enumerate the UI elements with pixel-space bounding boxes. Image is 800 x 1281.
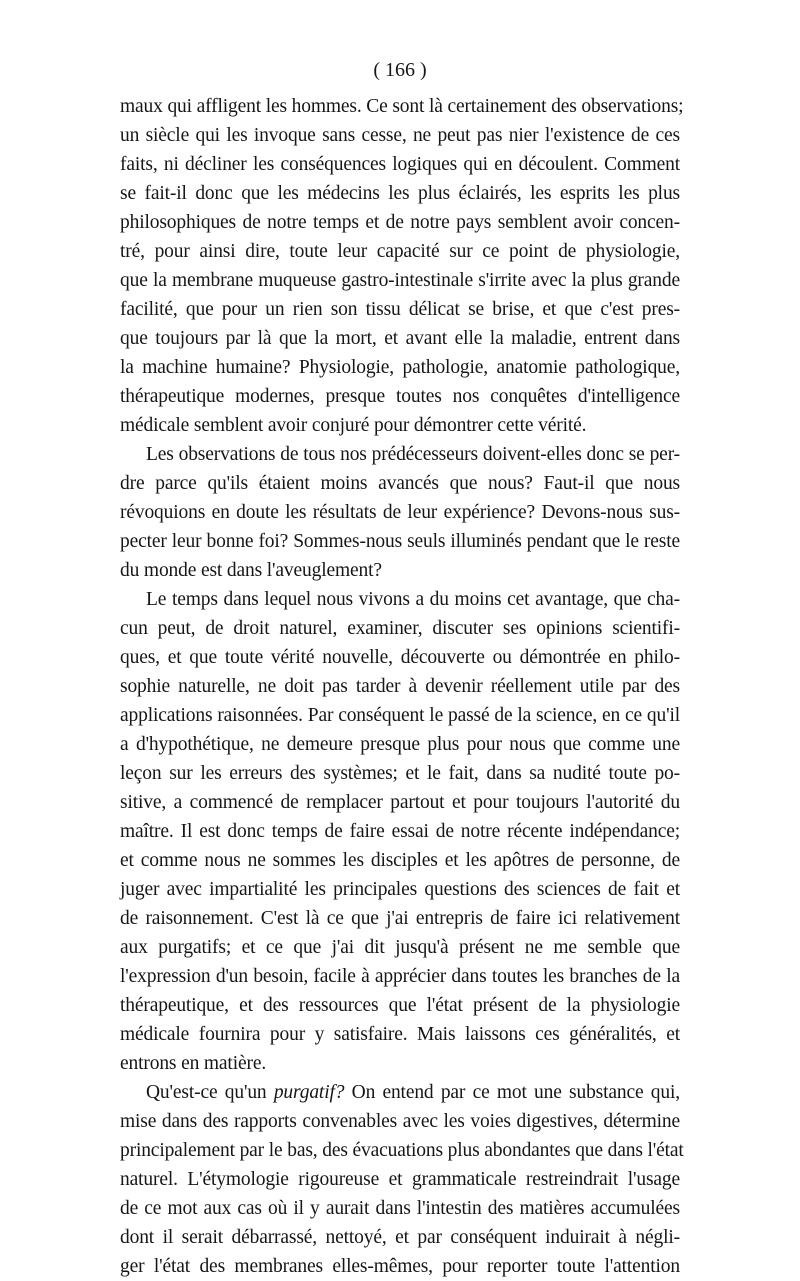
text-line: maître. Il est donc temps de faire essai de notre récente indépendance; xyxy=(120,821,680,842)
text-line: principalement par le bas, des évacuations plus abondantes que dans l'état xyxy=(120,1140,684,1161)
text-line: et comme nous ne sommes les disciples et les apôtres de personne, de xyxy=(120,850,680,871)
text-line: sitive, a commencé de remplacer partout et pour toujours l'autorité du xyxy=(120,792,680,813)
text-line: leçon sur les erreurs des systèmes; et le fait, dans sa nudité toute po- xyxy=(120,763,680,784)
text-line: que la membrane muqueuse gastro-intestinale s'irrite avec la plus grande xyxy=(120,270,680,291)
text-line: entrons en matière. xyxy=(120,1053,267,1074)
text-line: se fait-il donc que les médecins les plus éclairés, les esprits les plus xyxy=(120,183,680,204)
text-line: thérapeutique, et des ressources que l'état présent de la physiologie xyxy=(120,995,680,1016)
text-line: cun peut, de droit naturel, examiner, discuter ses opinions scientifi- xyxy=(120,618,680,639)
book-page xyxy=(120,50,684,1281)
text-line: facilité, que pour un rien son tissu délicat se brise, et que c'est pres- xyxy=(120,299,680,320)
text-line: Qu'est-ce qu'un purgatif? On entend par ce mot une substance qui, xyxy=(146,1082,680,1103)
text-line: ques, et que toute vérité nouvelle, découverte ou démontrée en philo- xyxy=(120,647,680,668)
text-line: ger l'état des membranes elles-mêmes, pour reporter toute l'attention xyxy=(120,1256,680,1277)
body-text xyxy=(120,92,684,1281)
paragraph xyxy=(120,92,684,440)
paragraph xyxy=(120,585,680,1078)
text-line: maux qui affligent les hommes. Ce sont là certainement des observations; xyxy=(120,96,684,117)
text-line: tré, pour ainsi dire, toute leur capacité sur ce point de physiologie, xyxy=(120,241,680,262)
text-line: Les observations de tous nos prédécesseurs doivent-elles donc se per- xyxy=(146,444,680,465)
text-line: pecter leur bonne foi? Sommes-nous seuls illuminés pendant que le reste xyxy=(120,531,680,552)
text-line: faits, ni décliner les conséquences logiques qui en découlent. Comment xyxy=(120,154,680,175)
text-line: médicale semblent avoir conjuré pour démontrer cette vérité. xyxy=(120,415,587,436)
text-line: thérapeutique modernes, presque toutes nos conquêtes d'intelligence xyxy=(120,386,680,407)
text-line: sophie naturelle, ne doit pas tarder à devenir réellement utile par des xyxy=(120,676,680,697)
text-line: de raisonnement. C'est là ce que j'ai entrepris de faire ici relativement xyxy=(120,908,680,929)
text-line: révoquions en doute les résultats de leur expérience? Devons-nous sus- xyxy=(120,502,680,523)
text-line: applications raisonnées. Par conséquent le passé de la science, en ce qu'il xyxy=(120,705,680,726)
text-line: Le temps dans lequel nous vivons a du moins cet avantage, que cha- xyxy=(146,589,680,610)
text-line: aux purgatifs; et ce que j'ai dit jusqu'à présent ne me semble que xyxy=(120,937,680,958)
text-line: a d'hypothétique, ne demeure presque plus pour nous que comme une xyxy=(120,734,680,755)
text-line: que toujours par là que la mort, et avant elle la maladie, entrent dans xyxy=(120,328,680,349)
text-line: philosophiques de notre temps et de notre pays semblent avoir concen- xyxy=(120,212,680,233)
text-line: dont il serait débarrassé, nettoyé, et par conséquent induirait à négli- xyxy=(120,1227,680,1248)
paragraph xyxy=(120,1078,684,1281)
text-line: l'expression d'un besoin, facile à apprécier dans toutes les branches de la xyxy=(120,966,680,987)
text-line: dre parce qu'ils étaient moins avancés que nous? Faut-il que nous xyxy=(120,473,680,494)
paragraph xyxy=(120,440,680,585)
text-line: médicale fournira pour y satisfaire. Mais laissons ces généralités, et xyxy=(120,1024,680,1045)
text-line: un siècle qui les invoque sans cesse, ne peut pas nier l'existence de ces xyxy=(120,125,680,146)
text-line: la machine humaine? Physiologie, pathologie, anatomie pathologique, xyxy=(120,357,680,378)
page-number: ( 166 ) xyxy=(373,59,427,81)
text-line: naturel. L'étymologie rigoureuse et grammaticale restreindrait l'usage xyxy=(120,1169,680,1190)
text-line: mise dans des rapports convenables avec les voies digestives, détermine xyxy=(120,1111,680,1132)
text-line: du monde est dans l'aveuglement? xyxy=(120,560,382,581)
text-line: de ce mot aux cas où il y aurait dans l'intestin des matières accumulées xyxy=(120,1198,680,1219)
text-line: juger avec impartialité les principales questions des sciences de fait et xyxy=(120,879,680,900)
